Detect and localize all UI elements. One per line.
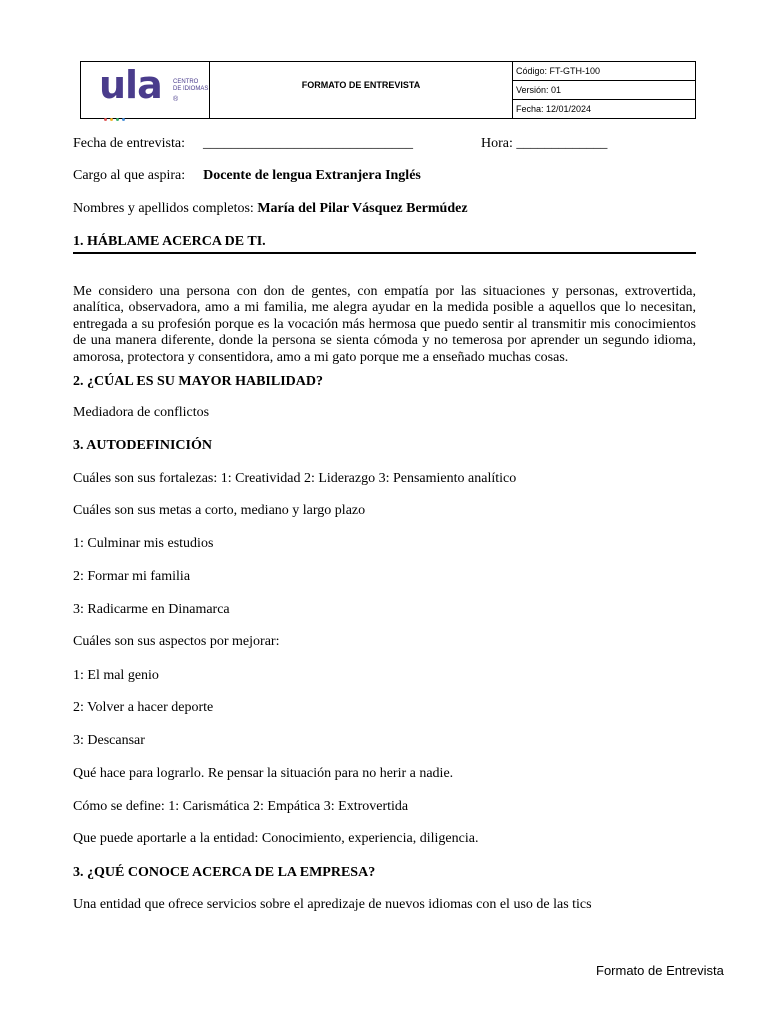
ula-logo	[99, 63, 209, 115]
name-row	[73, 200, 468, 217]
improve-item: 2: Volver a hacer deporte	[73, 700, 214, 715]
name-label: Nombres y apellidos completos:	[73, 201, 254, 216]
version-cell: Versión: 01	[513, 81, 696, 100]
logo-dot-green	[116, 118, 119, 121]
improve-item: 3: Descansar	[73, 733, 145, 748]
time-blank: _____________	[516, 136, 608, 151]
logo-wordmark: ula	[99, 63, 162, 107]
logo-dot-red	[104, 118, 107, 121]
define-line: Cómo se define: 1: Carismática 2: Empática 3: Extrovertida	[73, 799, 409, 814]
section-1-rule	[73, 252, 696, 254]
section-4-body: Una entidad que ofrece servicios sobre el apredizaje de nuevos idiomas con el uso de las tics	[73, 897, 592, 912]
document-title: FORMATO DE ENTREVISTA	[301, 80, 421, 90]
position-row	[73, 167, 421, 184]
name-value: María del Pilar Vásquez Bermúdez	[257, 201, 468, 216]
logo-dot-blue	[122, 118, 125, 121]
logo-dots	[104, 108, 128, 126]
logo-cell	[81, 62, 210, 119]
logo-subtitle-line2: DE IDIOMAS	[173, 86, 209, 92]
position-value: Docente de lengua Extranjera Inglés	[203, 168, 421, 183]
section-3-title: 3. AUTODEFINICIÓN	[73, 438, 212, 453]
registered-mark: ®	[173, 96, 179, 103]
page-footer: Formato de Entrevista	[596, 963, 724, 978]
achieve-line: Qué hace para lograrlo. Re pensar la situación para no herir a nadie.	[73, 766, 454, 781]
section-1-title: 1. HÁBLAME ACERCA DE TI.	[73, 234, 266, 249]
position-label: Cargo al que aspira:	[73, 168, 186, 183]
logo-subtitle-line1: CENTRO	[173, 79, 199, 85]
title-cell	[210, 62, 513, 119]
goal-item: 3: Radicarme en Dinamarca	[73, 602, 230, 617]
interview-date-label: Fecha de entrevista:	[73, 136, 185, 151]
improve-item: 1: El mal genio	[73, 668, 159, 683]
goal-item: 1: Culminar mis estudios	[73, 536, 214, 551]
section-2-title: 2. ¿CÚAL ES SU MAYOR HABILIDAD?	[73, 374, 323, 389]
date-cell: Fecha: 12/01/2024	[513, 100, 696, 119]
section-4-title: 3. ¿QUÉ CONOCE ACERCA DE LA EMPRESA?	[73, 865, 376, 880]
section-2-body: Mediadora de conflictos	[73, 405, 210, 420]
strengths-line: Cuáles son sus fortalezas: 1: Creatividad 2: Liderazgo 3: Pensamiento analítico	[73, 471, 517, 486]
interview-date-blank: ______________________________	[202, 136, 413, 151]
interview-date-row	[73, 135, 413, 152]
goal-item: 2: Formar mi familia	[73, 569, 191, 584]
code-cell: Código: FT-GTH-100	[513, 62, 696, 81]
document-header-table	[80, 61, 696, 119]
improve-label: Cuáles son sus aspectos por mejorar:	[73, 634, 280, 649]
time-label: Hora:	[481, 136, 513, 151]
section-1-body: Me considero una persona con don de gentes, con empatía por las situaciones y personas, extrovertida, analítica, observadora, amo a mi familia, me alegra ayudar en la medida posible a aquellos que lo necesitan, entregada a su profesión porque es la vocación más hermosa que puedo sentir al transmitir mis conocimientos de una manera diferente, donde la persona se sienta cómoda y no temerosa por aprender un segundo idioma, amorosa, protectora y consentidora, amo a mi gato porque me a enseñado muchas cosas.	[73, 284, 696, 365]
logo-dot-yellow	[110, 118, 113, 121]
logo-subtitle	[173, 79, 213, 93]
contribute-line: Que puede aportarle a la entidad: Conocimiento, experiencia, diligencia.	[73, 831, 479, 846]
goals-label: Cuáles son sus metas a corto, mediano y largo plazo	[73, 503, 366, 518]
time-row	[481, 135, 607, 152]
